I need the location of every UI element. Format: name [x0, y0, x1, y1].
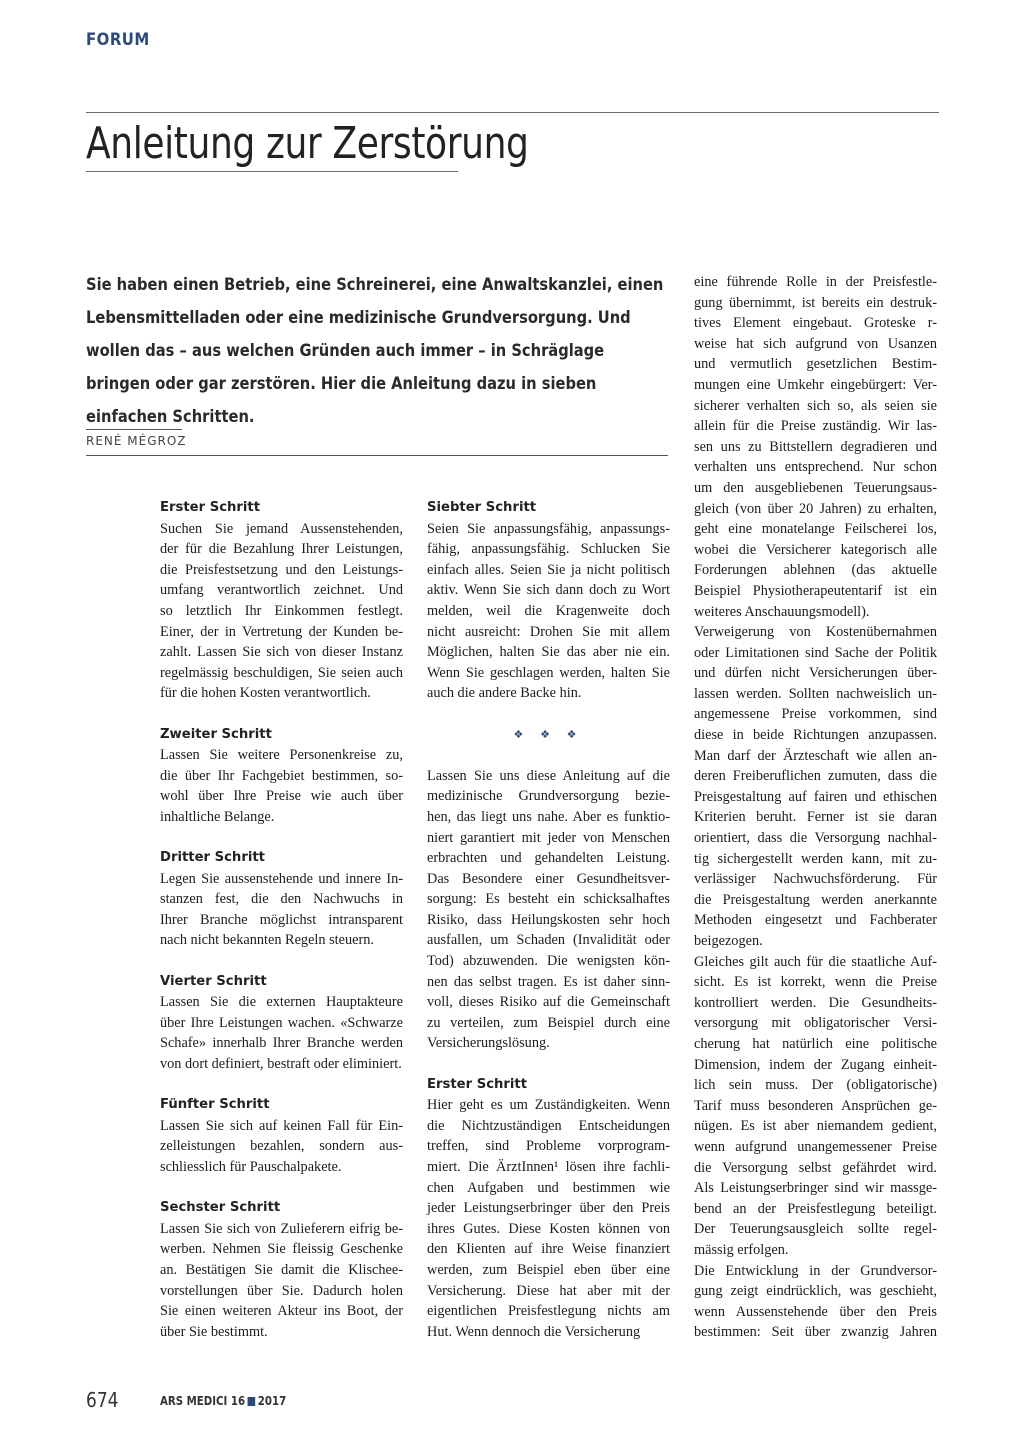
col3-paragraph-4	[694, 1261, 937, 1343]
text-line: chen Aufgaben und bestimmen wie	[427, 1179, 670, 1196]
text-line: die Preisgestaltung werden anerkannte	[694, 891, 937, 908]
article-title: Anleitung zur Zerstörung	[86, 118, 529, 169]
step-5-heading: Fünfter Schritt	[160, 1097, 270, 1113]
text-line: niert garantiert mit jeder von Menschen	[427, 829, 670, 846]
text-line: tig sichergestellt werden kann, mit zu-	[694, 850, 937, 867]
text-line: vorstellungen über Sie. Dadurch holen	[160, 1282, 403, 1299]
text-line: Lassen Sie weitere Personenkreise zu,	[160, 747, 403, 764]
text-line: Als Leistungserbringer sind wir massge-	[694, 1180, 937, 1197]
text-line: fähig, anpassungsfähig. Schlucken Sie	[427, 541, 670, 558]
text-line: aktiv. Wenn Sie sich dann doch zu Wort	[427, 582, 670, 599]
text-line: die Nichtzuständigen Entscheidungen	[427, 1117, 670, 1134]
part2-step-1-heading: Erster Schritt	[427, 1076, 528, 1092]
col3-paragraph-1	[694, 272, 937, 622]
section-label: FORUM	[86, 30, 150, 50]
text-line: Wenn Sie geschlagen werden, halten Sie	[427, 664, 670, 681]
text-line: eine führende Rolle in der Preisfestle-	[694, 274, 937, 290]
step-6-heading: Sechster Schritt	[160, 1200, 281, 1216]
text-line: verhalten uns entsprechend. Nur schon	[694, 459, 937, 476]
text-line: miert. Die ÄrztInnen¹ lösen ihre fachli-	[427, 1159, 670, 1175]
text-line: lich sein muss. Der (obligatorische)	[694, 1077, 937, 1094]
text-line: Ihrer Branche möglichst intransparent	[160, 911, 403, 928]
step-7-heading: Siebter Schritt	[427, 500, 537, 515]
square-separator-icon	[248, 1397, 256, 1406]
text-line: ihres Gutes. Diese Kosten können von	[427, 1220, 670, 1237]
text-line: Hut. Wenn dennoch die Versicherung	[427, 1323, 641, 1340]
journal-year: 2017	[257, 1394, 287, 1408]
step-3-heading: Dritter Schritt	[160, 850, 265, 866]
author-rule	[86, 455, 668, 456]
text-line: Verweigerung von Kostenübernahmen	[694, 624, 937, 641]
journal-name: ARS MEDICI 16	[160, 1394, 246, 1408]
column-3	[694, 272, 937, 1343]
section-ornament: ❖ ❖ ❖	[513, 728, 584, 741]
text-line: Tarif muss besonderen Ansprüchen ge-	[694, 1097, 937, 1114]
step-4-heading: Vierter Schritt	[160, 973, 267, 989]
text-line: werden, zum Beispiel eben über eine	[427, 1261, 670, 1278]
text-line: Risiko, dass Heilungskosten sehr hoch	[427, 911, 670, 928]
journal-footer	[160, 1394, 286, 1408]
text-line: über Ihre Leistungen wachen. «Schwarze	[160, 1014, 403, 1031]
top-rule	[86, 112, 939, 113]
text-line: wohl über Ihre Preise wie auch über	[160, 788, 403, 805]
text-line: Einer, der in Vertretung der Kunden be-	[160, 623, 403, 640]
text-line: medizinische Grundversorgung bezie-	[427, 788, 670, 805]
text-line: so letztlich Ihr Einkommen festlegt.	[160, 602, 403, 619]
text-line: gung zeigt eindrücklich, was geschieht,	[694, 1283, 937, 1300]
text-line: lassen werden. Sollten nachweislich un-	[694, 685, 937, 702]
text-line: Lassen Sie die externen Hauptakteure	[160, 994, 403, 1011]
text-line: Versicherungslösung.	[427, 1035, 550, 1052]
text-line: um den ausgebliebenen Teuerungsaus-	[694, 479, 937, 496]
text-line: nicht ausreicht: Drohen Sie mit allem	[427, 623, 670, 640]
step-7-text	[427, 519, 670, 704]
text-line: an. Bestätigen Sie damit die Klischee-	[160, 1261, 403, 1278]
text-line: Forderungen ablehnen (das aktuelle	[694, 562, 937, 579]
text-line: wenn Aussenstehende über den Preis	[694, 1303, 937, 1320]
text-line: weiteres Anschauungsmodell).	[694, 603, 870, 620]
text-line: sicherer verhalten sich so, als seien sie	[694, 397, 937, 414]
text-line: ausfallen, um Schaden (Invalidität oder	[427, 932, 670, 949]
text-line: jeder Leistungserbringer über den Preis	[427, 1200, 670, 1217]
text-line: Versicherung. Diese hat aber mit der	[427, 1282, 670, 1299]
text-line: der für die Bezahlung Ihrer Leistungen,	[160, 541, 403, 558]
text-line: die Preisfestsetzung und den Leistungs-	[160, 561, 403, 578]
author-name: RENÉ MÉGROZ	[86, 434, 187, 448]
text-line: melden, weil die Kragenweite doch	[427, 602, 670, 619]
text-line: von dort definiert, bestraft oder eliminiert.	[160, 1056, 402, 1073]
text-line: die über Ihr Fachgebiet bestimmen, so-	[160, 767, 403, 784]
text-line: Möglichen, halten Sie das aber nie ein.	[427, 644, 670, 661]
text-line: zu verteilen, zum Beispiel durch eine	[427, 1014, 670, 1031]
text-line: und dürfen nicht Versicherungen über-	[694, 665, 937, 682]
intro-paragraph	[427, 766, 670, 1054]
col3-paragraph-2	[694, 622, 937, 952]
step-2-heading: Zweiter Schritt	[160, 726, 272, 742]
column-2	[427, 498, 670, 1342]
text-line: umfang verantwortlich zeichnet. Und	[160, 582, 403, 599]
text-line: einfach alles. Seien Sie ja nicht politisch	[427, 561, 670, 578]
text-line: sen uns zu Bittstellern degradieren und	[694, 438, 937, 455]
text-line: Hier geht es um Zuständigkeiten. Wenn	[427, 1097, 670, 1114]
text-line: Preisgestaltung auf fairen und ethischen	[694, 788, 937, 805]
text-line: kontrolliert werden. Die Gesundheits-	[694, 994, 937, 1011]
text-line: weise hat sich aufgrund von Usanzen	[694, 335, 937, 352]
text-line: für die hohen Kosten verantwortlich.	[160, 685, 371, 702]
part2-step-1-text	[427, 1095, 670, 1342]
text-line: Suchen Sie jemand Aussenstehenden,	[160, 520, 403, 537]
text-line: Sie einen weiteren Akteur ins Boot, der	[160, 1303, 403, 1320]
text-line: inhaltliche Belange.	[160, 808, 275, 825]
column-1	[160, 498, 403, 1342]
text-line: hen, das liegt uns nahe. Aber es funktio-	[427, 808, 670, 825]
text-line: wenn aufgrund unangemessener Preise	[694, 1138, 937, 1155]
text-line: bend an der Preisfestlegung beteiligt.	[694, 1200, 937, 1217]
text-line: versorgung mit obligatorischer Versi-	[694, 1015, 937, 1032]
text-line: gung übernimmt, ist bereits ein destruk-	[694, 294, 937, 311]
text-line: mungen eine Umkehr eingebürgert: Ver-	[694, 376, 937, 393]
text-line: orientiert, dass die Versorgung nachhal-	[694, 830, 937, 847]
text-line: den Klienten auf ihre Weise finanziert	[427, 1241, 670, 1258]
text-line: zelleistungen bezahlen, sondern aus-	[160, 1138, 403, 1155]
text-line: Gleiches gilt auch für die staatliche Auf-	[694, 953, 937, 970]
text-line: sorgung: Es besteht ein schicksalhaftes	[427, 891, 670, 908]
lead-paragraph: Sie haben einen Betrieb, eine Schreinerei, eine Anwaltskanzlei, einen Lebensmittelladen oder eine medizinische Grundversorgung. Und wollen das – aus welchen Gründen auch immer – in Schräglage bringen oder gar zerstören. Hier die Anleitung dazu in sieben einfachen Schritten.	[86, 275, 664, 426]
text-line: Methoden eingesetzt und Fachberater	[694, 912, 937, 929]
text-line: Lassen Sie sich auf keinen Fall für Ein-	[160, 1117, 403, 1134]
text-line: auch die andere Backe hin.	[427, 685, 582, 702]
step-1-heading: Erster Schritt	[160, 500, 261, 515]
text-line: voll, dieses Risiko auf die Gemeinschaft	[427, 994, 670, 1011]
text-line: Der Teuerungsausgleich sollte regel-	[694, 1221, 937, 1238]
text-line: nen das selbst tragen. Es ist daher sinn-	[427, 973, 670, 990]
text-line: diese in beide Richtungen anzupassen.	[694, 727, 937, 744]
text-line: bestimmen: Seit über zwanzig Jahren	[694, 1324, 937, 1341]
text-line: nach nicht bekannten Regeln steuern.	[160, 932, 374, 949]
text-line: und vermutlich gesetzlichen Bestim-	[694, 356, 937, 373]
text-line: erbrachten und gehandelten Leistung.	[427, 850, 670, 867]
text-line: regelmässig beschuldigen, Sie seien auch	[160, 664, 403, 681]
step-6-text	[160, 1219, 403, 1343]
text-line: wobei die Versicherer kategorisch alle	[694, 541, 937, 558]
text-line: Dimension, indem der Zugang einheit-	[694, 1056, 937, 1073]
text-line: cherung hat natürlich eine politische	[694, 1035, 937, 1052]
text-line: mässig erfolgen.	[694, 1241, 789, 1258]
step-4-text	[160, 992, 403, 1074]
text-line: allein für die Preise zuständig. Wir las-	[694, 418, 937, 435]
text-line: oder Limitationen sind Sache der Politik	[694, 644, 937, 661]
text-line: Tod) abzuwenden. Die wenigsten kön-	[427, 953, 670, 970]
text-line: sicht. Es ist korrekt, wenn die Preise	[694, 974, 937, 991]
text-line: die Versorgung selbst gefährdet wird.	[694, 1159, 937, 1176]
text-line: gleich (von über 20 Jahren) zu erhalten,	[694, 500, 937, 517]
text-line: verlässiger Nachwuchsförderung. Für	[694, 871, 937, 888]
author-short-rule	[86, 429, 182, 430]
text-line: über Sie bestimmt.	[160, 1323, 268, 1340]
text-line: stanzen fest, die den Nachwuchs in	[160, 891, 403, 908]
text-line: Beispiel Physiotherapeutentarif ist ein	[694, 582, 937, 599]
step-5-text	[160, 1116, 403, 1178]
col3-paragraph-3	[694, 952, 937, 1261]
text-line: deren Freiberuflichen zumuten, dass die	[694, 768, 937, 785]
text-line: Lassen Sie uns diese Anleitung auf die	[427, 767, 670, 784]
text-line: Kriterien beruht. Ferner ist sie daran	[694, 809, 937, 826]
text-line: schliesslich für Pauschalpakete.	[160, 1159, 342, 1175]
text-line: zahlt. Lassen Sie sich von dieser Instanz	[160, 644, 403, 661]
text-line: nügen. Es ist aber niemandem gedient,	[694, 1118, 937, 1135]
text-line: Seien Sie anpassungsfähig, anpassungs-	[427, 520, 670, 537]
text-line: Schafe» innerhalb Ihrer Branche werden	[160, 1035, 403, 1052]
text-line: werben. Nehmen Sie fleissig Geschenke	[160, 1241, 403, 1258]
text-line: Man darf der Ärzteschaft wie allen an-	[694, 747, 937, 764]
title-rule	[86, 171, 458, 172]
text-line: Die Entwicklung in der Grundversor-	[694, 1262, 937, 1279]
step-2-text	[160, 745, 403, 827]
text-line: Legen Sie aussenstehende und innere In-	[160, 870, 403, 887]
text-line: Das Besondere einer Gesundheitsver-	[427, 870, 670, 887]
text-line: angemessene Preise vorkommen, sind	[694, 706, 937, 723]
step-1-text	[160, 519, 403, 704]
page-number: 674	[86, 1388, 119, 1412]
text-line: Lassen Sie sich von Zulieferern eifrig be-	[160, 1220, 403, 1237]
text-line: geht eine monatelange Feilscherei los,	[694, 521, 937, 538]
text-line: beigezogen.	[694, 933, 763, 949]
text-line: treffen, sind Probleme vorprogram-	[427, 1138, 670, 1155]
step-3-text	[160, 869, 403, 951]
text-line: eigentlichen Preisfestlegung nichts am	[427, 1303, 670, 1320]
text-line: tives Element eingebaut. Groteske r-	[694, 315, 937, 332]
